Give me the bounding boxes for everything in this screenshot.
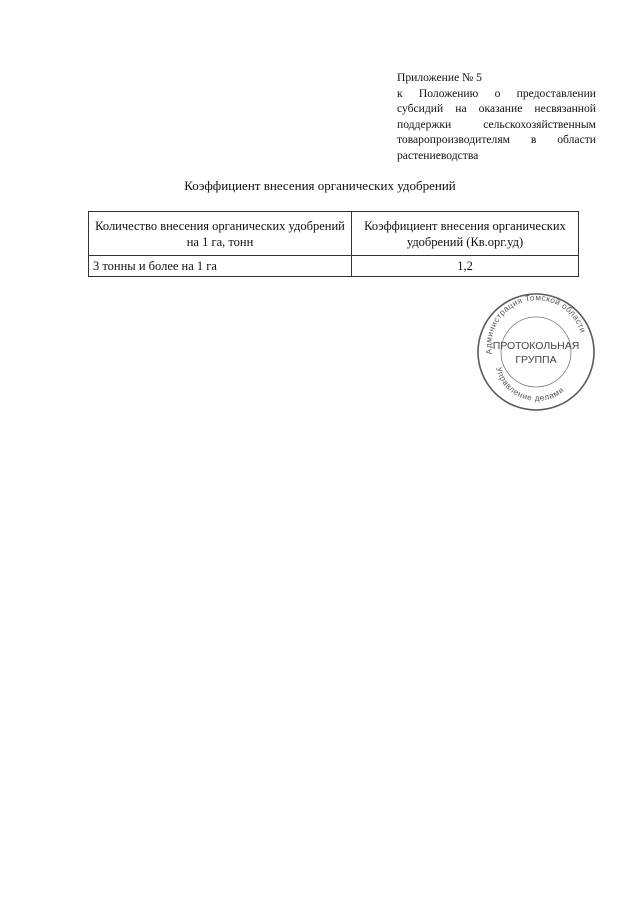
stamp-outer-bottom-text: Управление делами	[493, 366, 566, 403]
table-header-row	[89, 212, 579, 256]
column-header-quantity: Количество внесения органических удобрений на 1 га, тонн	[89, 212, 352, 256]
cell-coefficient: 1,2	[352, 256, 579, 277]
column-header-coefficient: Коэффициент внесения органических удобрений (Кв.орг.уд)	[352, 212, 579, 256]
appendix-header	[397, 70, 596, 164]
cell-quantity: 3 тонны и более на 1 га	[89, 256, 352, 277]
document-title: Коэффициент внесения органических удобрений	[184, 178, 456, 193]
stamp-center-line2: ГРУППА	[515, 354, 557, 366]
stamp-outer-top-text: Администрация Томской области	[484, 293, 588, 355]
appendix-number: Приложение № 5	[397, 71, 482, 84]
table-row	[89, 256, 579, 277]
stamp-center-line1: ПРОТОКОЛЬНАЯ	[492, 340, 580, 352]
official-stamp	[470, 288, 600, 412]
appendix-reference: к Положению о предоставлении субсидий на оказание несвязанной поддержки сельскохозяйственным товаропроизводителям в области растениеводства	[397, 86, 596, 162]
coefficient-table	[88, 211, 579, 277]
